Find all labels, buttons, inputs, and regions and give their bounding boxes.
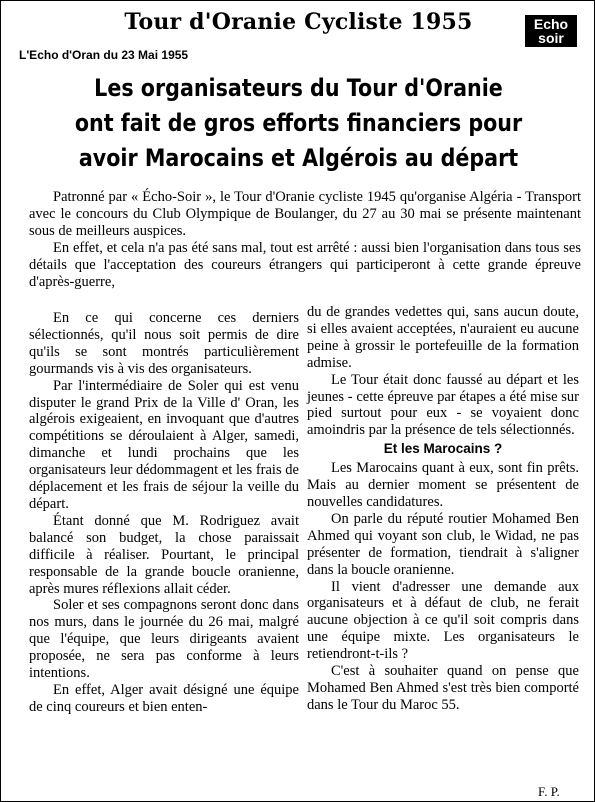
paragraph: Par l'intermédiaire de Soler qui est venu disputer le grand Prix de la Ville d' Oran, les algérois exigeaient, en invoquant que d'autres compétitions se déroulaient à Alger, samedi, dimanche et lundi prochains que les organisateurs leur dédommagent et les frais de déplacement et les frais de séjour la veille du départ. [29, 377, 299, 512]
headline-line: avoir Marocains et Algérois au départ [78, 144, 519, 172]
paragraph: Les Marocains quant à eux, sont fin prêts. Mais au dernier moment se présentent de nouvelles candidatures. [307, 460, 579, 510]
section-subheading: Et les Marocains ? [383, 441, 503, 457]
source-line: L'Echo d'Oran du 23 Mai 1955 [19, 48, 189, 62]
echo-soir-logo [525, 15, 577, 47]
headline-line: ont fait de gros efforts financiers pour [74, 109, 523, 137]
paragraph: Étant donné que M. Rodriguez avait balancé son budget, la chose paraissait difficile à réaliser. Pourtant, le principal responsable de la grande boucle oranienne, après mures réflexions allait céder. [29, 512, 299, 597]
intro-paragraph: En effet, et cela n'a pas été sans mal, tout est arrêté : aussi bien l'organisation dans tous ses détails que l'acceptation des coureurs étrangers qui participeront à cette grande épreuve d'après-guerre, [29, 240, 581, 290]
author-signature: F. P. [538, 784, 560, 799]
article-column-right [307, 304, 579, 714]
paragraph: Soler et ses compagnons seront donc dans nos murs, dans le journée du 26 mai, malgré que l'équipe, que leurs dirigeants avaient proposée, ne sera pas conforme à leurs intentions. [29, 597, 299, 682]
paragraph: du de grandes vedettes qui, sans aucun doute, si elles avaient acceptées, n'auraient eu aucune peine à grossir le portefeuille de la formation admise. [307, 304, 579, 371]
article-column-left [29, 310, 299, 716]
paragraph: En ce qui concerne ces derniers sélectionnés, qu'il nous soit permis de dire qu'ils se sont montrés particulièrement gourmands vis à vis des organisateurs. [29, 310, 299, 377]
paragraph: Il vient d'adresser une demande aux organisateurs et à défaut de club, ne ferait aucune objection à ce qu'il soit compris dans une équipe mixte. Les organisateurs le retiendront-t-ils ? [307, 578, 579, 663]
paragraph: On parle du réputé routier Mohamed Ben Ahmed qui voyant son club, le Widad, ne pas présenter de formation, tiendrait à s'aligner dans la boucle oranienne. [307, 510, 579, 578]
headline [43, 71, 555, 176]
masthead-title: Tour d'Oranie Cycliste 1955 [124, 9, 473, 35]
paragraph: C'est à souhaiter quand on pense que Mohamed Ben Ahmed s'est très bien comporté dans le Tour du Maroc 55. [307, 663, 579, 713]
intro-paragraph: Patronné par « Écho-Soir », le Tour d'Oranie cycliste 1945 qu'organise Algéria - Transport avec le concours du Club Olympique de Boulanger, du 27 au 30 mai se présente maintenant sous de meilleurs auspices. [29, 189, 581, 239]
logo-line-1: Echo [533, 16, 569, 32]
headline-line: Les organisateurs du Tour d'Oranie [94, 74, 503, 102]
paragraph: En effet, Alger avait désigné une équipe de cinq coureurs et bien enten- [29, 681, 299, 715]
intro-paragraphs [29, 189, 581, 291]
logo-line-2: soir [538, 30, 564, 46]
paragraph: Le Tour était donc faussé au départ et les jeunes - cette épreuve par étapes a été mise sur pied surtout pour eux - se voyaient donc amoindris par la présence de tels sélectionnés. [307, 371, 579, 439]
